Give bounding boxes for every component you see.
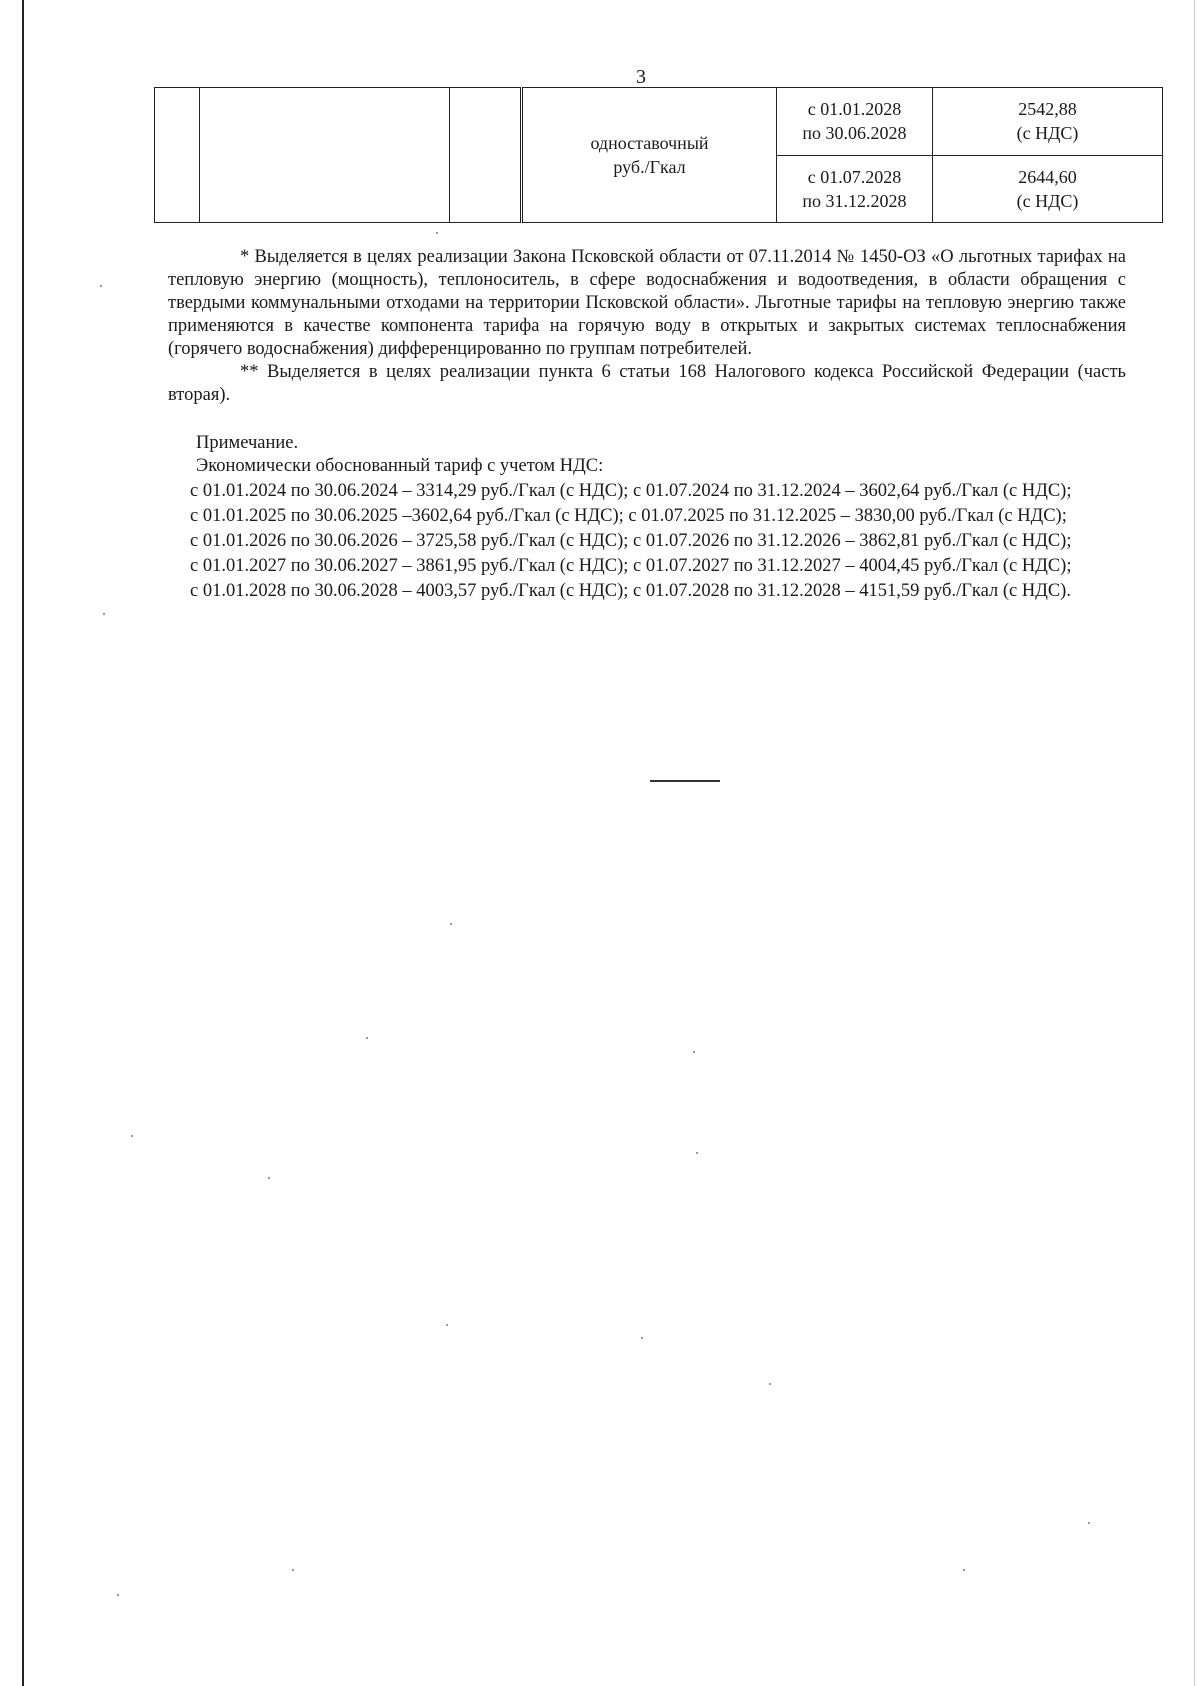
- footnote-preferential: * Выделяется в целях реализации Закона Псковской области от 07.11.2014 № 1450-ОЗ «О льготных тарифах на тепловую энергию (мощность), теплоноситель, в сфере водоснабжения и водоотведения, в области обращения с твердыми коммунальными отходами на территории Псковской области». Льготные тарифы на тепловую энергию также применяются в качестве компонента тарифа на горячую воду в открытых и закрытых системах теплоснабжения (горячего водоснабжения) дифференцированно по группам потребителей.: [168, 247, 1126, 359]
- scan-speck: [117, 1594, 119, 1596]
- note-title: Примечание.: [196, 433, 299, 453]
- period-from: с 01.07.2028: [807, 166, 902, 187]
- period-cell: [777, 88, 933, 156]
- end-of-document-rule: [650, 780, 720, 782]
- page-number: 3: [636, 66, 646, 88]
- tariff-line-2027: с 01.01.2027 по 30.06.2027 – 3861,95 руб./Гкал (с НДС); с 01.07.2027 по 31.12.2027 – 4004,45 руб./Гкал (с НДС);: [190, 556, 1072, 576]
- period-from: с 01.01.2028: [807, 99, 902, 120]
- scan-speck: [366, 1037, 368, 1039]
- tariff-value: 2542,88: [1018, 99, 1077, 120]
- note-subtitle: Экономически обоснованный тариф с учетом НДС:: [196, 456, 604, 476]
- table-cell-empty: [200, 88, 450, 223]
- value-cell: [933, 155, 1163, 223]
- scan-speck: [446, 1324, 448, 1326]
- tariff-type-unit: руб./Гкал: [613, 157, 686, 177]
- period-to: по 31.12.2028: [802, 190, 907, 211]
- vat-label: (с НДС): [1016, 123, 1079, 144]
- scan-right-edge: [1194, 0, 1195, 1686]
- scan-speck: [693, 1051, 695, 1053]
- period-to: по 30.06.2028: [802, 123, 907, 144]
- table-cell-empty: [155, 88, 200, 223]
- tariff-line-2024: с 01.01.2024 по 30.06.2024 – 3314,29 руб./Гкал (с НДС); с 01.07.2024 по 31.12.2024 – 3602,64 руб./Гкал (с НДС);: [190, 481, 1072, 501]
- document-body: [168, 246, 1126, 603]
- tariff-type-line: одноставочный: [590, 133, 709, 153]
- tariff-line-2028: с 01.01.2028 по 30.06.2028 – 4003,57 руб./Гкал (с НДС); с 01.07.2028 по 31.12.2028 – 4151,59 руб./Гкал (с НДС).: [190, 581, 1071, 601]
- tariff-line-2025: с 01.01.2025 по 30.06.2025 –3602,64 руб./Гкал (с НДС); с 01.07.2025 по 31.12.2025 – 3830,00 руб./Гкал (с НДС);: [190, 506, 1067, 526]
- table-row: [155, 88, 1163, 156]
- scan-speck: [641, 1337, 643, 1339]
- scan-speck: [131, 1135, 133, 1137]
- tariff-value: 2644,60: [1018, 166, 1077, 187]
- table-cell-empty: [450, 88, 522, 223]
- tariff-type-cell: [522, 88, 777, 223]
- tariff-table: [154, 87, 1163, 223]
- scan-speck: [268, 1177, 270, 1179]
- scan-speck: [769, 1383, 771, 1385]
- tariff-line-2026: с 01.01.2026 по 30.06.2026 – 3725,58 руб./Гкал (с НДС); с 01.07.2026 по 31.12.2026 – 3862,81 руб./Гкал (с НДС);: [190, 531, 1072, 551]
- scan-speck: [103, 613, 105, 615]
- scan-speck: [1088, 1522, 1090, 1524]
- vat-label: (с НДС): [1016, 190, 1079, 211]
- scan-speck: [292, 1569, 294, 1571]
- scan-speck: [963, 1569, 965, 1571]
- footnote-vat: ** Выделяется в целях реализации пункта 6 статьи 168 Налогового кодекса Российской Федерации (часть вторая).: [168, 362, 1126, 405]
- period-cell: [777, 155, 933, 223]
- scan-speck: [436, 232, 438, 234]
- scan-speck: [100, 285, 102, 287]
- scan-left-edge: [22, 0, 24, 1686]
- scan-speck: [450, 923, 452, 925]
- scan-speck: [696, 1152, 698, 1154]
- value-cell: [933, 88, 1163, 156]
